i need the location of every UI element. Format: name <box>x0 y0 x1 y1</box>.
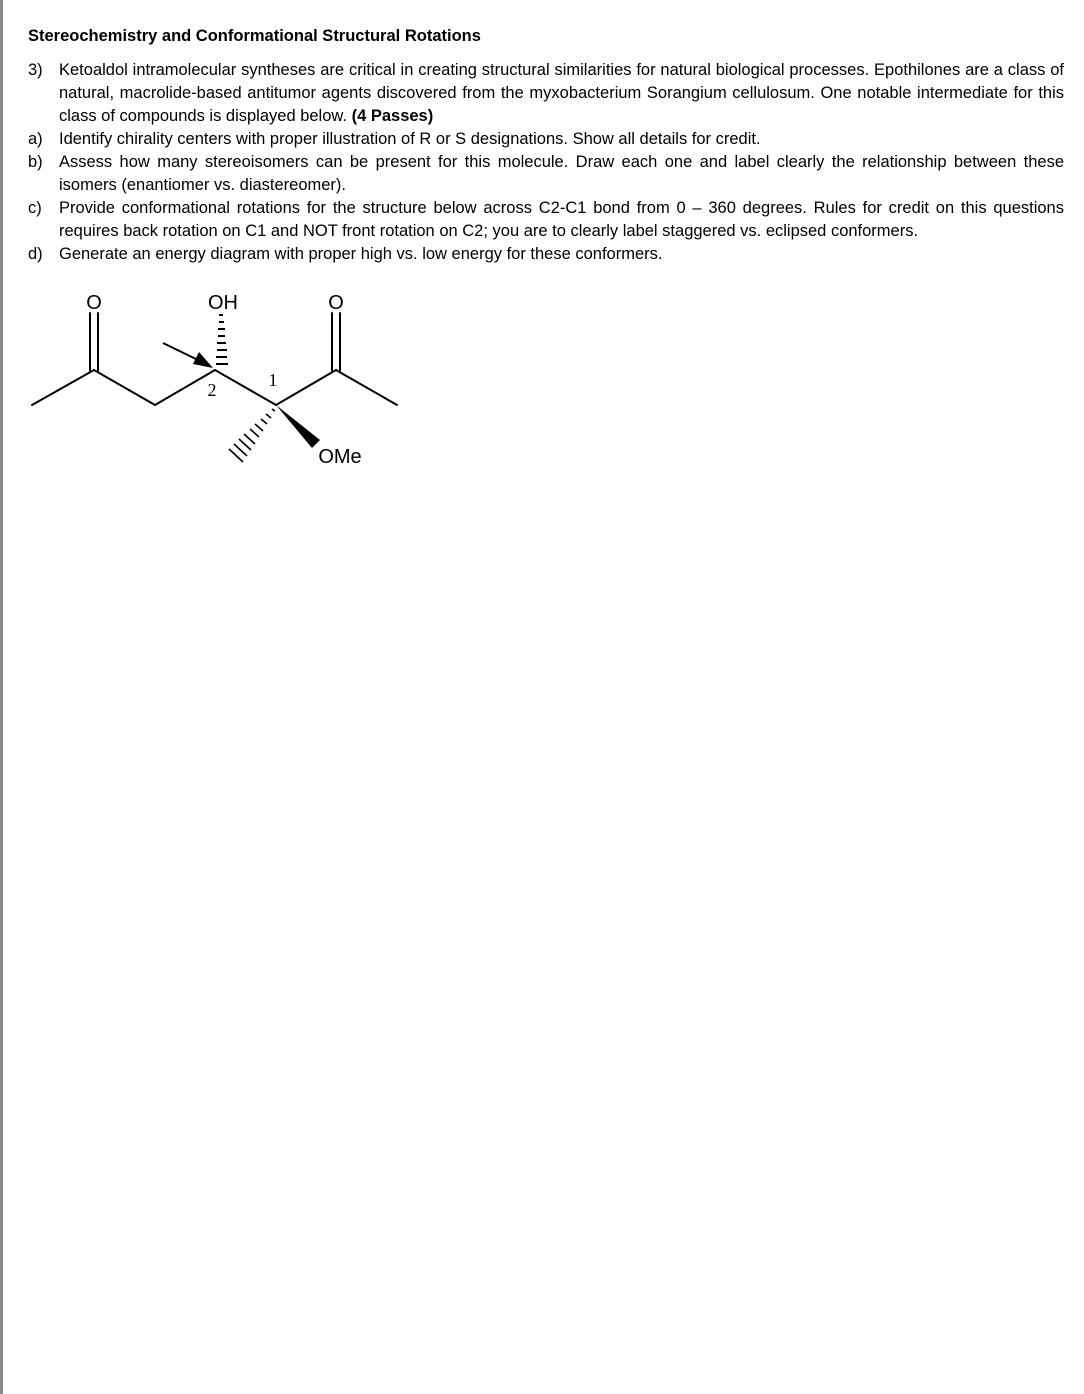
part-b-text: Assess how many stereoisomers can be present for this molecule. Draw each one and label clearly the relationship between these isomers (enantiomer vs. diastereomer). <box>59 153 1064 194</box>
part-c-label: c) <box>28 199 42 217</box>
document-title: Stereochemistry and Conformational Structural Rotations <box>28 27 481 45</box>
methoxy-label: OMe <box>318 446 362 468</box>
hashed-wedge-oh <box>216 315 228 364</box>
bond-c6-c5 <box>32 370 94 405</box>
question-number: 3) <box>28 61 43 79</box>
bond-c5-c4 <box>94 370 155 405</box>
solid-wedge-ome <box>276 405 320 448</box>
part-c-text: Provide conformational rotations for the structure below across C2-C1 bond from 0 – 360 degrees. Rules for credit on this questions requires back rotation on C1 and NOT front rotation on C2; you are to clearly label staggered vs. eclipsed conformers. <box>59 199 1064 240</box>
part-d-text: Generate an energy diagram with proper high vs. low energy for these conformers. <box>59 245 663 263</box>
bond-c1-c-carbonyl <box>276 370 336 405</box>
carbonyl-right-label: O <box>328 292 344 314</box>
bond-c2-c1 <box>215 370 276 405</box>
part-a-text: Identify chirality centers with proper illustration of R or S designations. Show all details for credit. <box>59 130 761 148</box>
hydroxyl-label: OH <box>208 292 238 314</box>
question-text: Ketoaldol intramolecular syntheses are critical in creating structural similarities for natural biological processes. Epothilones are a class of natural, macrolide-based antitumor agents discovered from the myxobacterium Sorangium cellulosum. One notable intermediate for this class of compounds is displayed below. <box>59 61 1064 125</box>
arrow-to-c2 <box>163 343 213 368</box>
part-a-label: a) <box>28 130 43 148</box>
c2-label: 2 <box>207 380 217 400</box>
hashed-wedge-methyl <box>229 409 275 462</box>
bond-carbonyl-methyl <box>336 370 397 405</box>
part-d-label: d) <box>28 245 43 263</box>
carbonyl-left-label: O <box>86 292 102 314</box>
c1-label: 1 <box>268 370 278 390</box>
bond-c4-c2 <box>155 370 215 405</box>
part-b-label: b) <box>28 153 43 171</box>
question-passes: (4 Passes) <box>351 107 434 125</box>
